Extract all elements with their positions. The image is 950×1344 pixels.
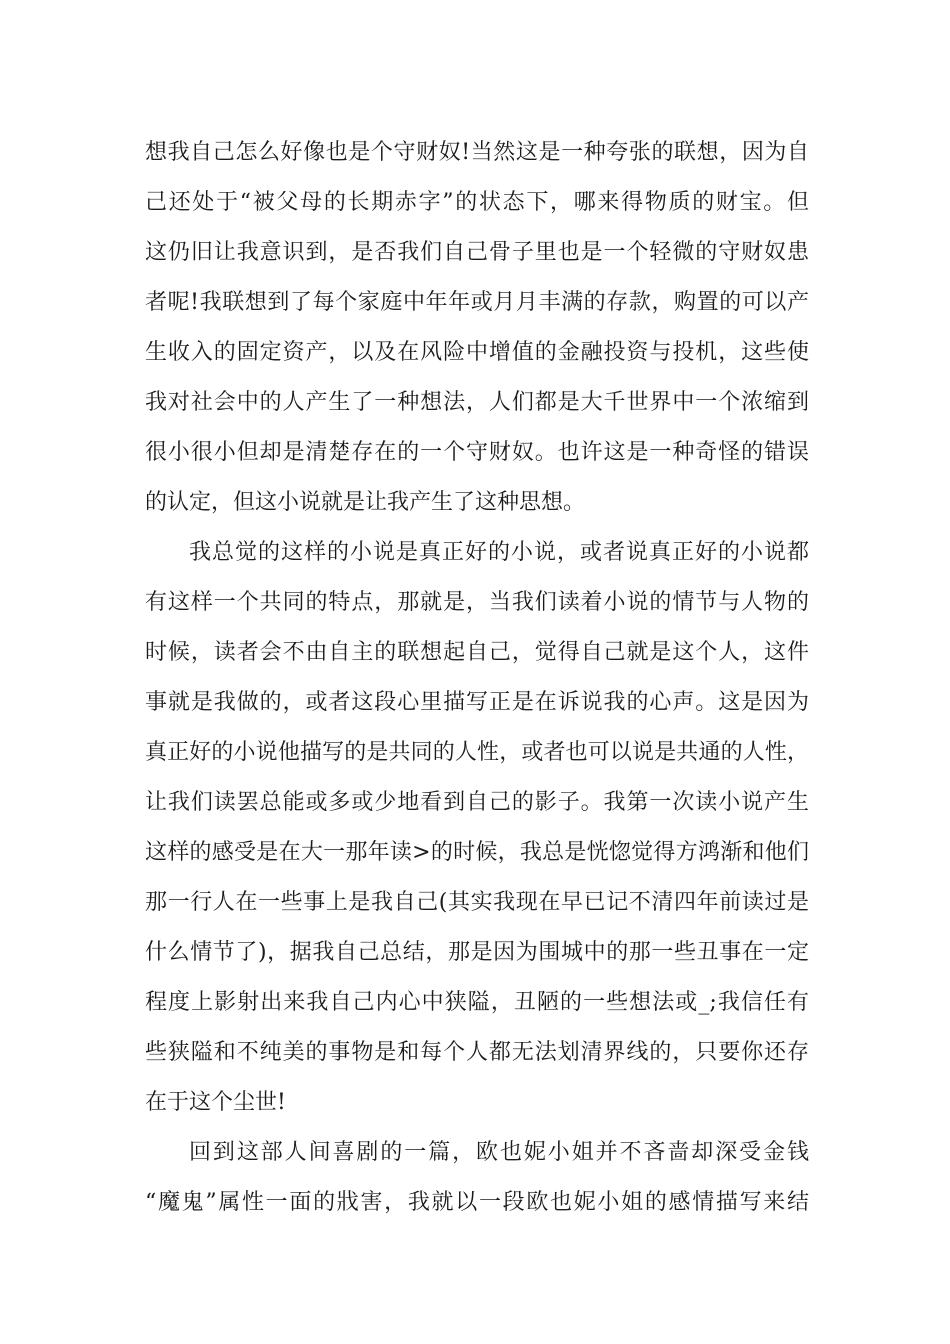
text-line: 什么情节了)，据我自己总结，那是因为围城中的那一些丑事在一定 [145, 940, 809, 965]
text-line: 时候，读者会不由自主的联想起自己，觉得自己就是这个人，这件 [145, 640, 809, 665]
document-body [145, 128, 809, 1228]
text-line: 我总觉的这样的小说是真正好的小说，或者说真正好的小说都 [189, 540, 809, 565]
text-line: 想我自己怎么好像也是个守财奴!当然这是一种夸张的联想，因为自 [145, 140, 809, 165]
text-line: 这仍旧让我意识到，是否我们自己骨子里也是一个轻微的守财奴患 [145, 240, 809, 265]
text-line: 些狭隘和不纯美的事物是和每个人都无法划清界线的，只要你还存 [145, 1040, 809, 1065]
text-line: 我对社会中的人产生了一种想法，人们都是大千世界中一个浓缩到 [145, 390, 809, 415]
text-line: 那一行人在一些事上是我自己(其实我现在早已记不清四年前读过是 [145, 890, 809, 915]
text-line: 事就是我做的，或者这段心里描写正是在诉说我的心声。这是因为 [145, 690, 809, 715]
text-line: 回到这部人间喜剧的一篇，欧也妮小姐并不吝啬却深受金钱 [189, 1140, 809, 1165]
text-line: 生收入的固定资产，以及在风险中增值的金融投资与投机，这些使 [145, 340, 809, 365]
text-line: 者呢!我联想到了每个家庭中年年或月月丰满的存款，购置的可以产 [145, 290, 809, 315]
text-line: 在于这个尘世! [145, 1090, 286, 1115]
paragraph-3 [145, 1128, 809, 1228]
text-line: 有这样一个共同的特点，那就是，当我们读着小说的情节与人物的 [145, 590, 809, 615]
text-line: 程度上影射出来我自己内心中狭隘，丑陋的一些想法或_;我信任有 [145, 990, 809, 1015]
text-line: “魔鬼”属性一面的戕害，我就以一段欧也妮小姐的感情描写来结 [145, 1190, 809, 1215]
text-line: 的认定，但这小说就是让我产生了这种思想。 [145, 490, 586, 515]
text-line: 让我们读罢总能或多或少地看到自己的影子。我第一次读小说产生 [145, 790, 809, 815]
paragraph-1 [145, 128, 809, 528]
text-line: 很小很小但却是清楚存在的一个守财奴。也许这是一种奇怪的错误 [145, 440, 809, 465]
text-line: 己还处于“被父母的长期赤字”的状态下，哪来得物质的财宝。但 [145, 190, 809, 215]
paragraph-2 [145, 528, 809, 1128]
text-line: 这样的感受是在大一那年读>的时候，我总是恍惚觉得方鸿渐和他们 [145, 840, 809, 865]
text-line: 真正好的小说他描写的是共同的人性，或者也可以说是共通的人性， [145, 740, 809, 765]
